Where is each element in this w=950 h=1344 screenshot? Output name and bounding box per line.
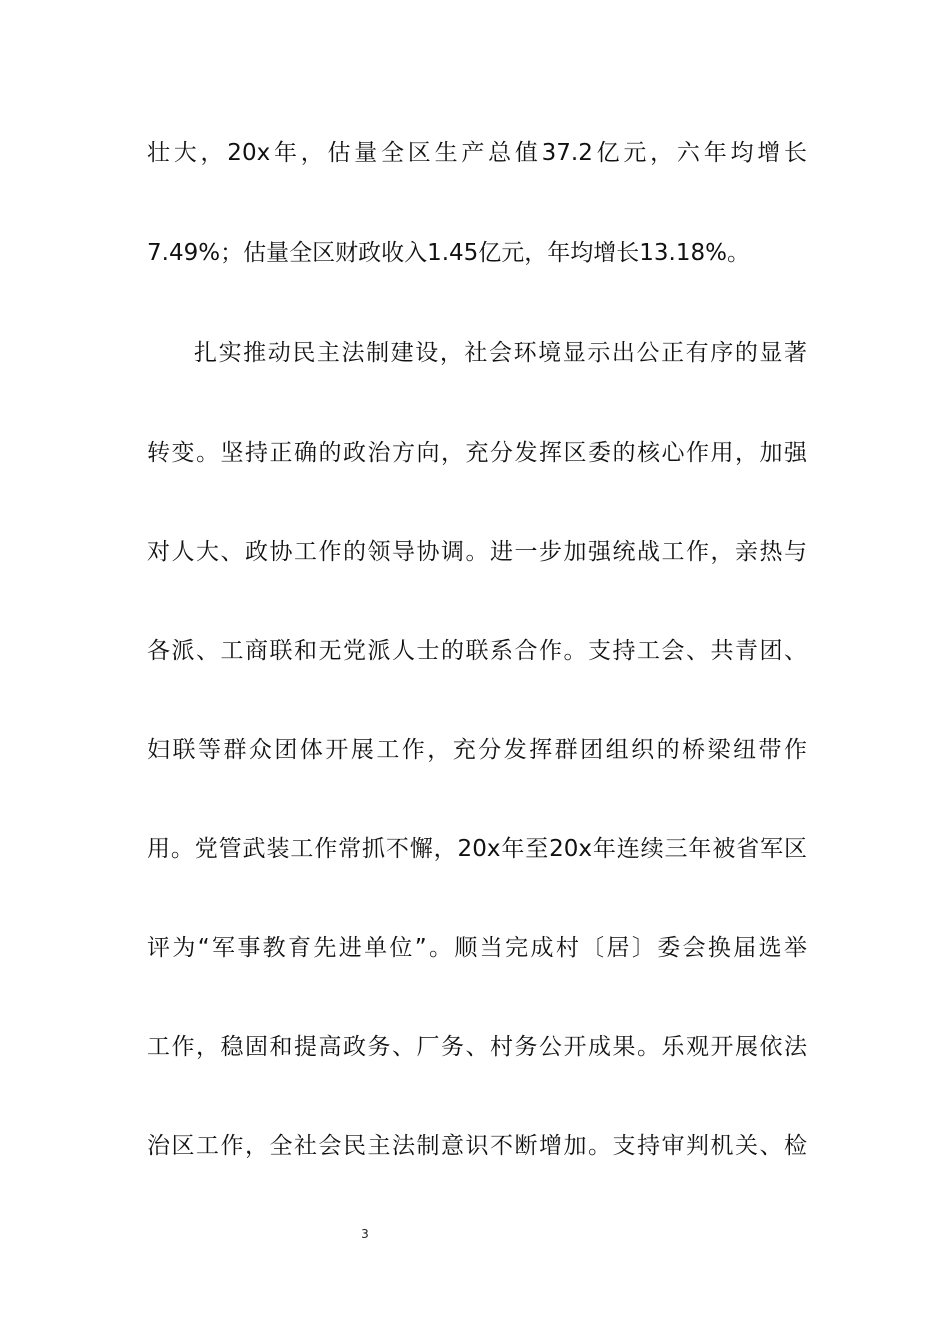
- page-number: 3: [361, 1227, 369, 1241]
- text-line-6: 各派、工商联和无党派人士的联系合作。支持工会、共青团、: [147, 638, 807, 664]
- text-line-1: 壮大，20x年，估量全区生产总值37.2亿元，六年均增长: [147, 140, 807, 166]
- text-line-3: 扎实推动民主法制建设，社会环境显示出公正有序的显著: [194, 340, 807, 366]
- text-line-9: 评为“军事教育先进单位”。顺当完成村〔居〕委会换届选举: [147, 935, 807, 961]
- text-line-8: 用。党管武装工作常抓不懈，20x年至20x年连续三年被省军区: [147, 836, 807, 862]
- text-line-11: 治区工作，全社会民主法制意识不断增加。支持审判机关、检: [147, 1133, 807, 1159]
- text-line-10: 工作，稳固和提高政务、厂务、村务公开成果。乐观开展依法: [147, 1034, 807, 1060]
- text-line-4: 转变。坚持正确的政治方向，充分发挥区委的核心作用，加强: [147, 440, 807, 466]
- text-line-2: 7.49%；估量全区财政收入1.45亿元，年均增长13.18%。: [147, 240, 750, 266]
- text-line-7: 妇联等群众团体开展工作，充分发挥群团组织的桥梁纽带作: [147, 737, 807, 763]
- text-line-5: 对人大、政协工作的领导协调。进一步加强统战工作，亲热与: [147, 539, 807, 565]
